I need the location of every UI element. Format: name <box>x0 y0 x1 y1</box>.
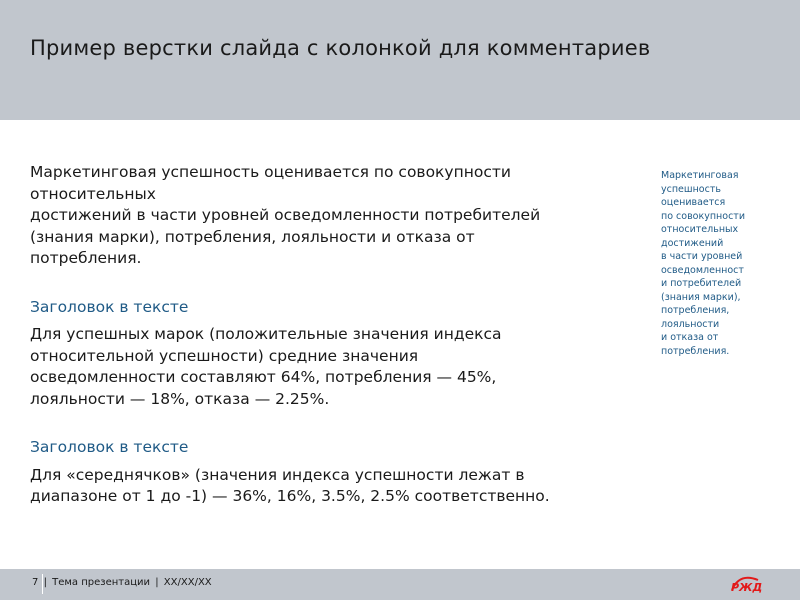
intro-paragraph <box>30 162 620 270</box>
comment-column <box>661 169 771 358</box>
section-body <box>30 465 620 508</box>
section-line: Для успешных марок (положительные значения индекса <box>30 325 502 343</box>
comment-line: успешность <box>661 183 721 195</box>
intro-line: относительных <box>30 184 156 203</box>
section-line: относительной успешности) средние значения <box>30 346 419 365</box>
intro-line: потребления. <box>30 249 142 267</box>
comment-line: (знания марки), <box>661 291 741 303</box>
section-heading: Заголовок в тексте <box>30 438 189 456</box>
header-band <box>0 0 800 120</box>
comment-line: потребления, <box>661 305 730 316</box>
section-line: осведомленности составляют 64%, потребления — 45%, <box>30 368 497 386</box>
intro-line: (знания марки), потребления, лояльности и отказа от <box>30 227 475 246</box>
rzd-logo-icon <box>728 574 772 594</box>
section-heading: Заголовок в тексте <box>30 297 189 316</box>
footer-text <box>32 577 212 588</box>
text-section <box>30 437 620 508</box>
main-text-column <box>30 162 620 508</box>
intro-line: Маркетинговая успешность оценивается по совокупности <box>30 163 511 181</box>
section-line: Для «середнячков» (значения индекса успешности лежат в <box>30 465 525 484</box>
text-section <box>30 297 620 411</box>
comment-line: и отказа от <box>661 332 719 343</box>
comment-line: оценивается <box>661 197 726 208</box>
comment-line: достижений <box>661 237 724 249</box>
footer-separator: | <box>43 577 47 588</box>
comment-line: по совокупности <box>661 210 746 222</box>
section-line: диапазоне от 1 до -1) — 36%, 16%, 3.5%, 2.5% соответственно. <box>30 487 550 505</box>
svg-text:РЖД: РЖД <box>731 581 763 594</box>
intro-line: достижений в части уровней осведомленности потребителей <box>30 206 541 224</box>
slide-title: Пример верстки слайда с колонкой для комментариев <box>30 36 651 60</box>
footer-separator: | <box>155 577 159 588</box>
comment-line: относительных <box>661 224 739 235</box>
presentation-topic: Тема презентации <box>52 577 151 588</box>
comment-line: потребления. <box>661 345 730 357</box>
comment-line: в части уровней <box>661 251 743 262</box>
presentation-date: XX/XX/XX <box>163 577 212 588</box>
page-number: 7 <box>32 577 39 588</box>
comment-line: и потребителей <box>661 278 742 289</box>
comment-line: осведомленност <box>661 264 744 276</box>
comment-line: лояльности <box>661 318 720 330</box>
section-body <box>30 324 620 410</box>
comment-line: Маркетинговая <box>661 170 739 181</box>
section-line: лояльности — 18%, отказа — 2.25%. <box>30 389 330 408</box>
